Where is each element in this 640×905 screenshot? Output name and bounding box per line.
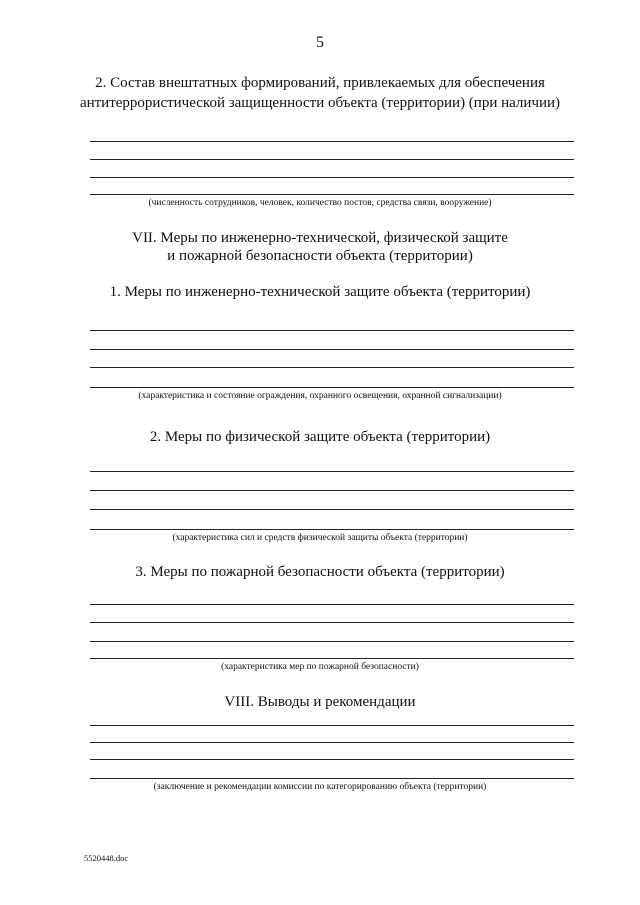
- blank-line: [90, 141, 574, 142]
- section2-heading-line1: 2. Состав внештатных формирований, привлекаемых для обеспечения: [95, 75, 545, 91]
- blank-line: [90, 529, 574, 530]
- blank-line: [90, 622, 574, 623]
- blank-line: [90, 349, 574, 350]
- blank-line: [90, 194, 574, 195]
- measures3-caption: (характеристика мер по пожарной безопасности): [221, 662, 419, 672]
- blank-line: [90, 509, 574, 510]
- chapter7-title-line1: VII. Меры по инженерно-технической, физической защите: [132, 230, 508, 246]
- measures3-heading: 3. Меры по пожарной безопасности объекта (территории): [135, 564, 505, 580]
- blank-line: [90, 177, 574, 178]
- blank-line: [90, 367, 574, 368]
- blank-line: [90, 641, 574, 642]
- section2-caption: (численность сотрудников, человек, количество постов, средства связи, вооружение): [148, 198, 492, 208]
- blank-line: [90, 604, 574, 605]
- page-number: 5: [316, 34, 324, 51]
- section2-heading-line2: антитеррористической защищенности объекта (территории) (при наличии): [79, 95, 561, 111]
- measures1-caption: (характеристика и состояние ограждения, охранного освещения, охранной сигнализации): [138, 391, 502, 401]
- measures2-heading: 2. Меры по физической защите объекта (территории): [149, 429, 491, 445]
- blank-line: [90, 490, 574, 491]
- blank-line: [90, 159, 574, 160]
- blank-line: [90, 658, 574, 659]
- measures1-heading: 1. Меры по инженерно-технической защите объекта (территории): [109, 284, 531, 300]
- blank-line: [90, 387, 574, 388]
- blank-line: [90, 725, 574, 726]
- blank-line: [90, 330, 574, 331]
- chapter8-caption: (заключение и рекомендации комиссии по категорированию объекта (территории): [153, 782, 487, 792]
- chapter8-title: VIII. Выводы и рекомендации: [224, 694, 416, 710]
- blank-line: [90, 742, 574, 743]
- chapter7-title-line2: и пожарной безопасности объекта (территории): [167, 248, 473, 264]
- blank-line: [90, 471, 574, 472]
- blank-line: [90, 778, 574, 779]
- footer-filename: 5520448.doc: [84, 853, 129, 863]
- blank-line: [90, 759, 574, 760]
- measures2-caption: (характеристика сил и средств физической защиты объекта (территории): [172, 533, 468, 543]
